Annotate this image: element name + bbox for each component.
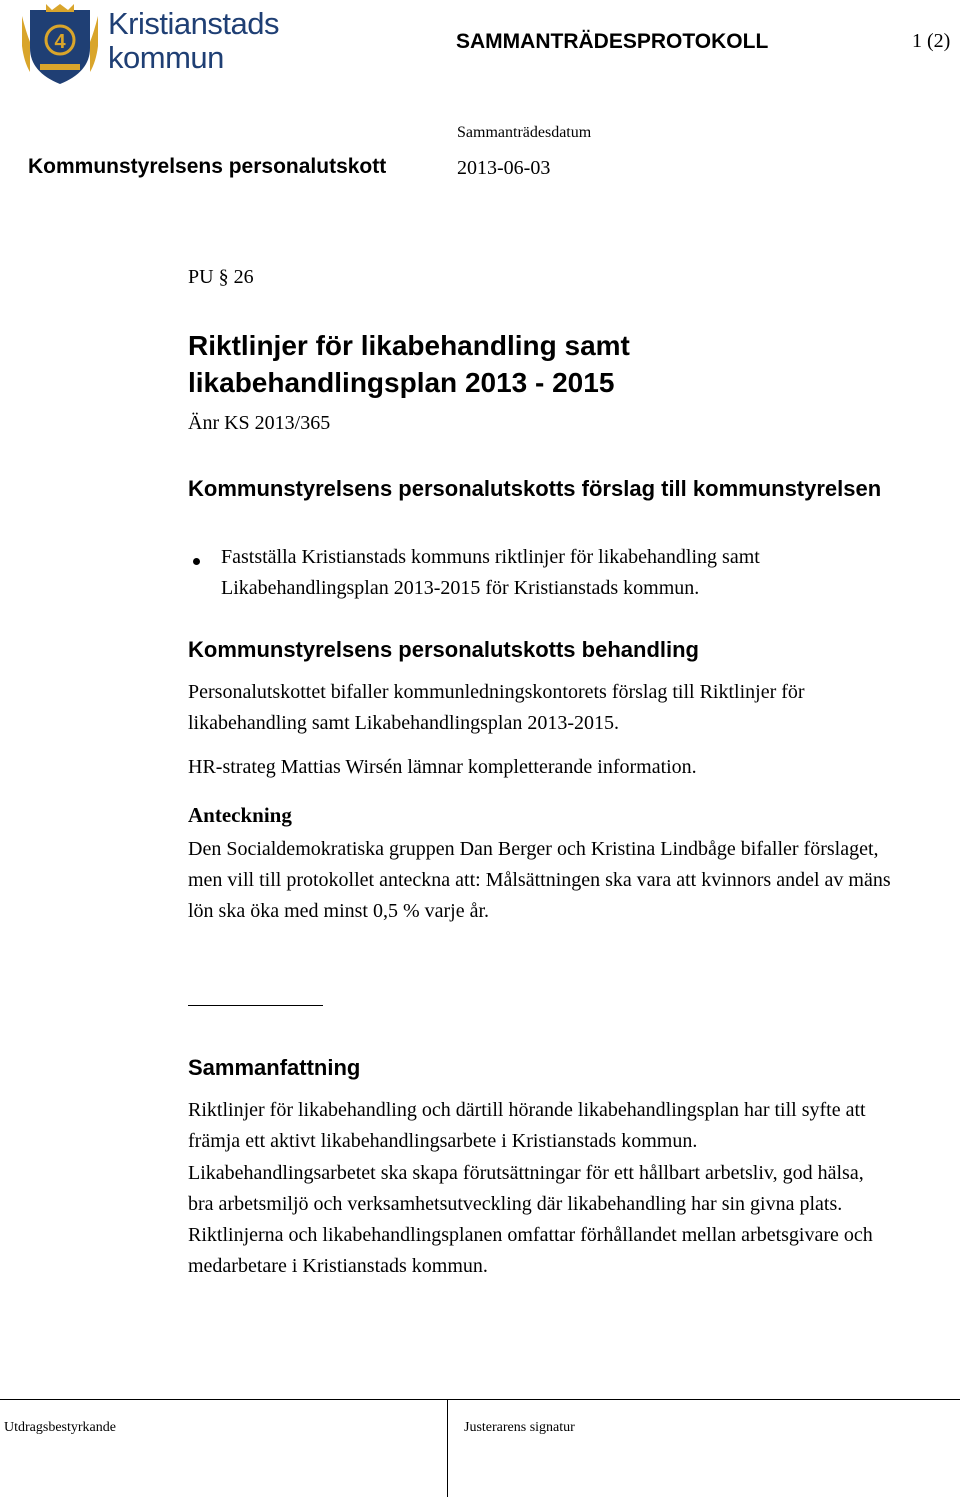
footer-certification-label: Utdragsbestyrkande — [4, 1420, 116, 1435]
footer-rule — [0, 1399, 960, 1400]
coat-of-arms-icon — [20, 2, 100, 86]
committee-name: Kommunstyrelsens personalutskott — [28, 155, 387, 178]
note-heading: Anteckning — [188, 803, 292, 827]
item-title: Riktlinjer för likabehandling samt likabehandlingsplan 2013 - 2015 — [188, 330, 630, 398]
logo-wordmark-line2: kommun — [108, 40, 224, 75]
summary-paragraph: Riktlinjer för likabehandling och därtill hörande likabehandlingsplan har till syfte att främja ett aktivt likabehandlingsarbete i Kristianstads kommun. Likabehandlingsarbetet ska skapa förutsättningar för ett hållbart arbetsliv, god hälsa, bra arbetsmiljö och verksamhetsutveckling där likabehandling har sin givna plats. Riktlinjerna och likabehandlingsplanen omfattar förhållandet mellan arbetsgivare och medarbetare i Kristianstads kommun. — [188, 1099, 873, 1278]
bullet-icon — [193, 558, 200, 565]
treatment-paragraph: Personalutskottet bifaller kommunledningskontorets förslag till Riktlinjer för likabehandling samt Likabehandlingsplan 2013-2015. — [188, 681, 805, 734]
document-title: SAMMANTRÄDESPROTOKOLL — [456, 30, 769, 53]
summary-heading: Sammanfattning — [188, 1055, 361, 1080]
meeting-date-label: Sammanträdesdatum — [457, 124, 592, 141]
proposal-bullet: Fastställa Kristianstads kommuns riktlinjer för likabehandling samt Likabehandlingsplan 2013-2015 för Kristianstads kommun. — [221, 546, 760, 599]
svg-text:4: 4 — [54, 31, 66, 53]
footer-divider — [447, 1399, 448, 1497]
hr-information-paragraph: HR-strateg Mattias Wirsén lämnar kompletterande information. — [188, 756, 697, 778]
case-number: Änr KS 2013/365 — [188, 412, 331, 434]
meeting-date: 2013-06-03 — [457, 157, 551, 179]
item-number: PU § 26 — [188, 266, 254, 288]
note-paragraph: Den Socialdemokratiska gruppen Dan Berger och Kristina Lindbåge bifaller förslaget, men vill till protokollet anteckna att: Målsättningen ska vara att kvinnors andel av mäns lön ska öka med minst 0,5 % varje år. — [188, 838, 891, 922]
logo-wordmark-line1: Kristianstads — [108, 6, 279, 41]
footer-signature-label: Justerarens signatur — [464, 1420, 575, 1435]
proposal-heading: Kommunstyrelsens personalutskotts förslag till kommunstyrelsen — [188, 476, 882, 501]
treatment-heading: Kommunstyrelsens personalutskotts behandling — [188, 637, 699, 662]
section-divider — [188, 1005, 323, 1006]
page-number: 1 (2) — [912, 30, 951, 52]
